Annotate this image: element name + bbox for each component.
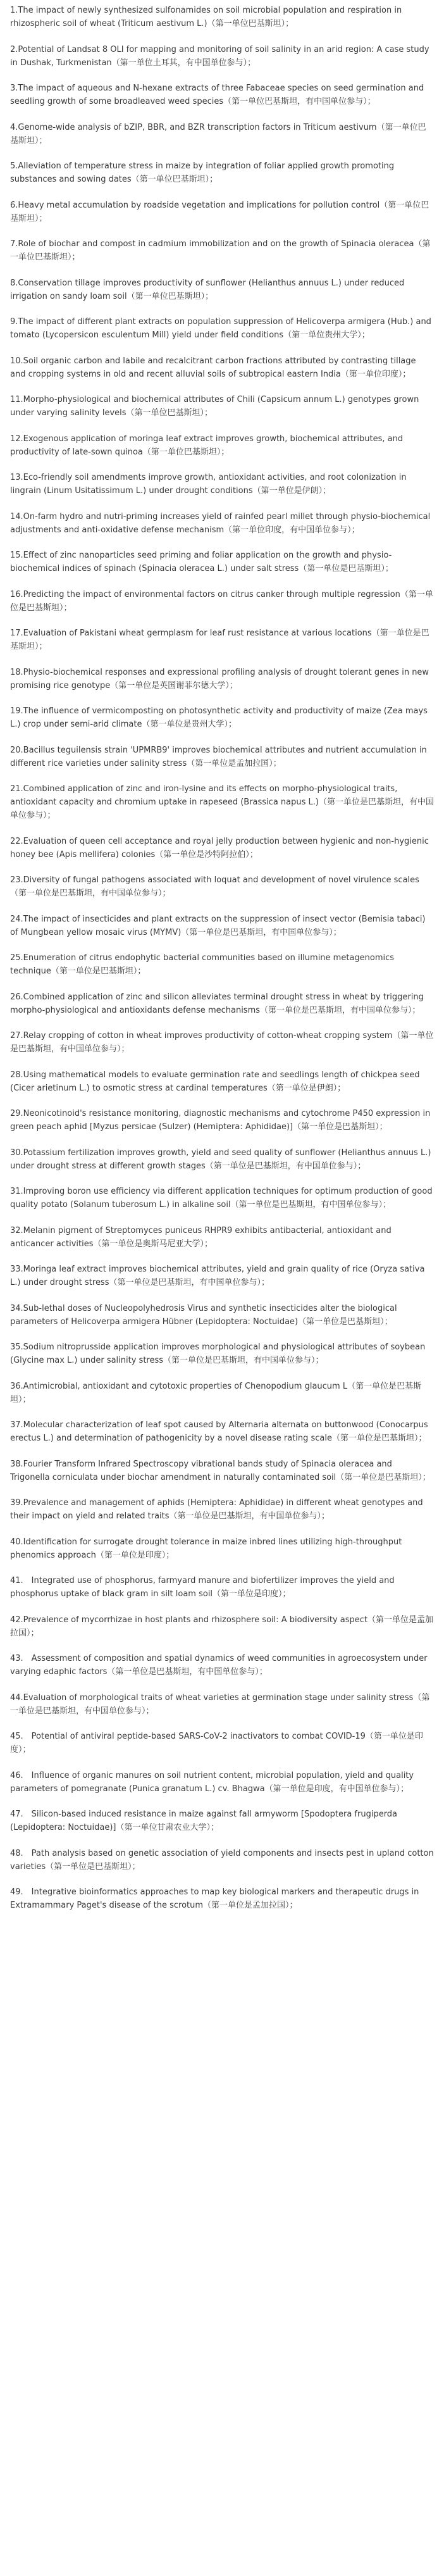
- article-entry: 18.Physio-biochemical responses and expressional profiling analysis of drought tolerant genes in new promising rice genotype（第一单位是英国谢菲尔德大学）；: [10, 667, 429, 691]
- article-entry: 48. Path analysis based on genetic association of yield components and insects pest in upland cotton varieties（第一单位是巴基斯坦）；: [10, 1848, 434, 1872]
- article-entry: 28.Using mathematical models to evaluate germination rate and seedlings length of chickpea seed (Cicer arietinum L.) to osmotic stress at cardinal temperatures（第一单位是伊朗）；: [10, 1070, 420, 1093]
- article-entry: 12.Exogenous application of moringa leaf extract improves growth, biochemical attributes, and productivity of late-sown quinoa（第一单位巴基斯坦）；: [10, 434, 404, 457]
- article-entry: 27.Relay cropping of cotton in wheat improves productivity of cotton-wheat cropping system（第一单位是巴基斯坦，有中国单位参与）；: [10, 1031, 434, 1054]
- article-entry: 25.Enumeration of citrus endophytic bacterial communities based on illumine metagenomics technique（第一单位是巴基斯坦）；: [10, 953, 395, 976]
- article-entry: 41. Integrated use of phosphorus, farmyard manure and biofertilizer improves the yield and phosphorus uptake of black gram in silt loam soil（第一单位是印度）；: [10, 1576, 395, 1599]
- article-entry: 35.Sodium nitroprusside application improves morphological and physiological attributes of soybean (Glycine max L.) under salinity stress（第一单位是巴基斯坦，有中国单位参与）；: [10, 1342, 426, 1365]
- article-entry: 5.Alleviation of temperature stress in maize by integration of foliar applied growth promoting substances and sowing dates（第一单位巴基斯坦）；: [10, 161, 395, 184]
- article-entry: 29.Neonicotinoid's resistance monitoring, diagnostic mechanisms and cytochrome P450 expression in green peach aphid [Myzus persicae (Sulzer) (Hemiptera: Aphididae)]（第一单位是巴基斯坦）；: [10, 1109, 431, 1132]
- article-entry: 13.Eco-friendly soil amendments improve growth, antioxidant activities, and root colonization in lingrain (Linum Usitatissimum L.) under drought conditions（第一单位是伊朗）；: [10, 473, 407, 496]
- article-entry: 39.Prevalence and management of aphids (Hemiptera: Aphididae) in different wheat genotypes and their impact on yield and related traits（第一单位是巴基斯坦，有中国单位参与）；: [10, 1498, 423, 1521]
- article-entry: 22.Evaluation of queen cell acceptance and royal jelly production between hygienic and non-hygienic honey bee (Apis mellifera) colonies（第一单位是沙特阿拉伯）；: [10, 836, 429, 860]
- article-entry: 15.Effect of zinc nanoparticles seed priming and foliar application on the growth and physio-biochemical indices of spinach (Spinacia oleracea L.) under salt stress（第一单位是巴基斯坦）；: [10, 551, 393, 573]
- article-entry: 19.The influence of vermicomposting on photosynthetic activity and productivity of maize (Zea mays L.) crop under semi-arid climate（第一单位是贵州大学）；: [10, 706, 428, 729]
- article-entry: 20.Bacillus teguilensis strain 'UPMRB9' improves biochemical attributes and nutrient accumulation in different rice varieties under salinity stress（第一单位是孟加拉国）；: [10, 745, 427, 768]
- article-entry: 23.Diversity of fungal pathogens associated with loquat and development of novel virulence scales（第一单位是巴基斯坦，有中国单位参与）；: [10, 875, 419, 898]
- article-entry: 11.Morpho-physiological and biochemical attributes of Chili (Capsicum annum L.) genotypes grown under varying salinity levels（第一单位巴基斯坦）；: [10, 395, 419, 418]
- article-entry: 44.Evaluation of morphological traits of wheat varieties at germination stage under salinity stress（第一单位是巴基斯坦，有中国单位参与）；: [10, 1692, 430, 1716]
- article-entry: 9.The impact of different plant extracts on population suppression of Helicoverpa armigera (Hub.) and tomato (Lycopersicon esculentum Mill) yield under field conditions（第一单位贵州大学）；: [10, 317, 431, 340]
- article-entry: 10.Soil organic carbon and labile and recalcitrant carbon fractions attributed by contrasting tillage and cropping systems in old and recent alluvial soils of subtropical eastern India（第一单位印度）；: [10, 356, 416, 379]
- article-entry: 31.Improving boron use efficiency via different application techniques for optimum production of good quality potato (Solanum tuberosum L.) in alkaline soil（第一单位是巴基斯坦，有中国单位参与）；: [10, 1187, 433, 1210]
- article-entry: 40.Identification for surrogate drought tolerance in maize inbred lines utilizing high-throughput phenomics approach（第一单位是印度）；: [10, 1537, 402, 1560]
- article-entry: 24.The impact of insecticides and plant extracts on the suppression of insect vector (Bemisia tabaci) of Mungbean yellow mosaic virus (MYMV)（第一单位是巴基斯坦，有中国单位参与）；: [10, 914, 426, 937]
- article-entry: 30.Potassium fertilization improves growth, yield and seed quality of sunflower (Helianthus annuus L.) under drought stress at different growth stages（第一单位是巴基斯坦，有中国单位参与）；: [10, 1147, 431, 1171]
- article-entry: 49. Integrative bioinformatics approaches to map key biological markers and therapeutic drugs in Extramammary Paget's disease of the scrotum（第一单位是孟加拉国）；: [10, 1887, 419, 1910]
- article-entry: 38.Fourier Transform Infrared Spectroscopy vibrational bands study of Spinacia oleracea and Trigonella corniculata under biochar amendment in naturally contaminated soil（第一单位是巴基斯坦）；: [10, 1459, 431, 1482]
- article-entry: 42.Prevalence of mycorrhizae in host plants and rhizosphere soil: A biodiversity aspect（第一单位是孟加拉国）；: [10, 1615, 434, 1638]
- article-entry: 3.The impact of aqueous and N-hexane extracts of three Fabaceae species on seed germination and seedling growth of some broadleaved weed species（第一单位巴基斯坦，有中国单位参与）；: [10, 84, 424, 106]
- article-entry: 2.Potential of Landsat 8 OLI for mapping and monitoring of soil salinity in an arid region: A case study in Dushak, Turkmenistan（第一单位土耳其，有中国单位参与）；: [10, 44, 429, 68]
- article-entry: 14.On-farm hydro and nutri-priming increases yield of rainfed pearl millet through physio-biochemical adjustments and anti-oxidative defense mechanism（第一单位印度，有中国单位参与）；: [10, 511, 431, 535]
- article-entry: 17.Evaluation of Pakistani wheat germplasm for leaf rust resistance at various locations（第一单位是巴基斯坦）；: [10, 628, 429, 651]
- article-entry: 33.Moringa leaf extract improves biochemical attributes, yield and grain quality of rice (Oryza sativa L.) under drought stress（第一单位是巴基斯坦，有中国单位参与）；: [10, 1265, 425, 1287]
- article-entry: 45. Potential of antiviral peptide-based SARS-CoV-2 inactivators to combat COVID-19（第一单位是印度）；: [10, 1732, 423, 1754]
- article-entry: 46. Influence of organic manures on soil nutrient content, microbial population, yield and quality parameters of pomegranate (Punica granatum L.) cv. Bhagwa（第一单位是印度，有中国单位参与）；: [10, 1770, 414, 1794]
- article-entry: 4.Genome-wide analysis of bZIP, BBR, and BZR transcription factors in Triticum aestivum（第一单位巴基斯坦）；: [10, 122, 426, 146]
- article-entry: 21.Combined application of zinc and iron-lysine and its effects on morpho-physiological traits, antioxidant capacity and chromium uptake in rapeseed (Brassica napus L.)（第一单位是巴基斯坦，有中国单位参与）；: [10, 784, 434, 820]
- article-entry: 37.Molecular characterization of leaf spot caused by Alternaria alternata on buttonwood (Conocarpus erectus L.) and determination of pathogenicity by a novel disease rating scale（第一单位是巴基斯坦）；: [10, 1420, 428, 1443]
- article-entry: 32.Melanin pigment of Streptomyces puniceus RHPR9 exhibits antibacterial, antioxidant and anticancer activities（第一单位是奥斯马尼亚大学）；: [10, 1225, 392, 1249]
- article-entry: 36.Antimicrobial, antioxidant and cytotoxic properties of Chenopodium glaucum L（第一单位是巴基斯坦）；: [10, 1381, 422, 1404]
- article-entry: 16.Predicting the impact of environmental factors on citrus canker through multiple regression（第一单位是巴基斯坦）；: [10, 589, 433, 613]
- article-entry: 6.Heavy metal accumulation by roadside vegetation and implications for pollution control（第一单位巴基斯坦）；: [10, 200, 429, 223]
- article-entry: 34.Sub-lethal doses of Nucleopolyhedrosis Virus and synthetic insecticides alter the biological parameters of Helicoverpa armigera Hübner (Lepidoptera: Noctuidae)（第一单位是巴基斯坦）；: [10, 1303, 397, 1327]
- article-entry: 8.Conservation tillage improves productivity of sunflower (Helianthus annuus L.) under reduced irrigation on sandy loam soil（第一单位巴基斯坦）；: [10, 278, 405, 301]
- article-entry: 1.The impact of newly synthesized sulfonamides on soil microbial population and respiration in rhizospheric soil of wheat (Triticum aestivum L.)（第一单位巴基斯坦）；: [10, 6, 402, 28]
- article-entry: 47. Silicon-based induced resistance in maize against fall armyworm [Spodoptera frugiperda (Lepidoptera: Noctuidae)]（第一单位甘肃农业大学）；: [10, 1810, 398, 1832]
- article-entry: 7.Role of biochar and compost in cadmium immobilization and on the growth of Spinacia oleracea（第一单位巴基斯坦）；: [10, 239, 431, 262]
- article-entry: 26.Combined application of zinc and silicon alleviates terminal drought stress in wheat by triggering morpho-physiological and antioxidants defense mechanisms（第一单位是巴基斯坦，有中国单位参与）；: [10, 992, 424, 1015]
- article-entry: 43. Assessment of composition and spatial dynamics of weed communities in agroecosystem under varying edaphic factors（第一单位是巴基斯坦，有中国单位参与）；: [10, 1654, 428, 1677]
